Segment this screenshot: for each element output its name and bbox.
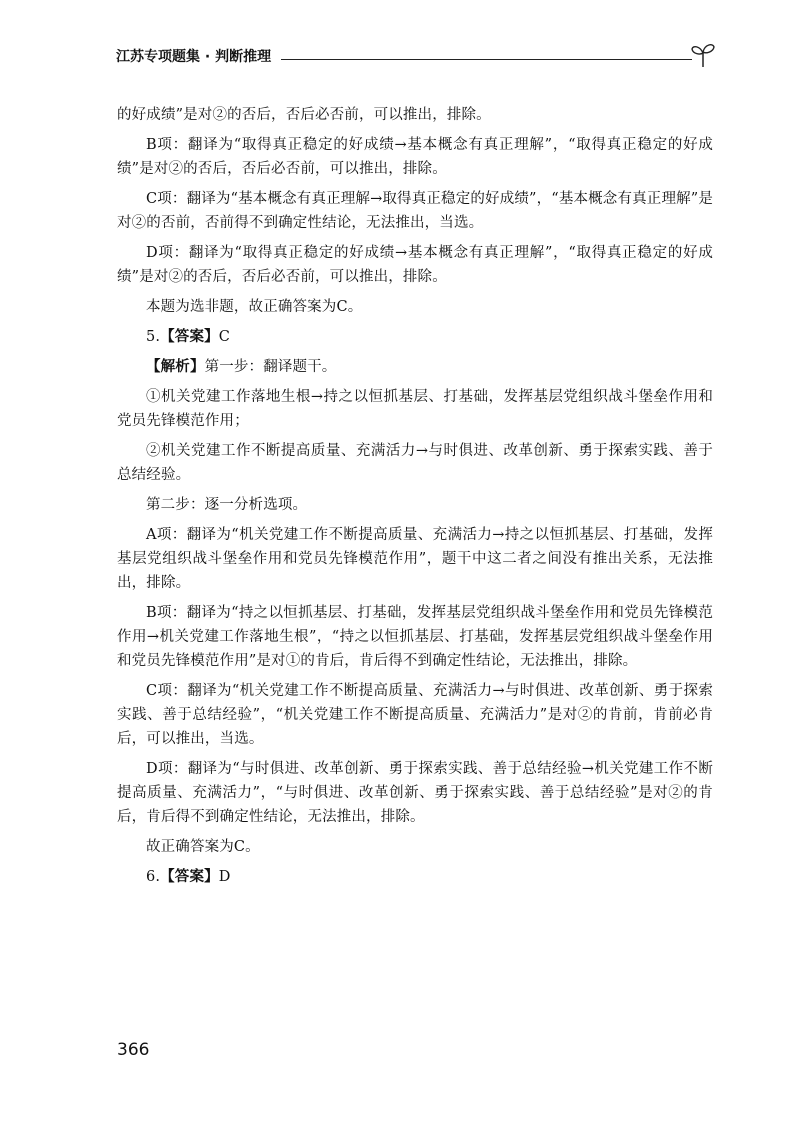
paragraph: 的好成绩”是对②的否后，否后必否前，可以推出，排除。 (117, 107, 491, 123)
answer-value: C (218, 329, 230, 345)
answer-label: 【答案】 (160, 869, 219, 885)
paragraph: 第二步：逐一分析选项。 (146, 497, 308, 513)
question-number: 6. (146, 869, 161, 885)
paragraph: ②机关党建工作不断提高质量、充满活力→与时俱进、改革创新、勇于探索实践、善于总结经验。 (117, 443, 713, 483)
analysis-step: 第一步：翻译题干。 (204, 359, 337, 375)
page-number: 366 (117, 1040, 150, 1060)
answer-line-5 (117, 325, 713, 349)
answer-line-6 (117, 865, 713, 889)
question-number: 5. (146, 329, 161, 345)
answer-label: 【答案】 (160, 329, 219, 345)
sprout-icon (690, 40, 716, 68)
paragraph: 故正确答案为C。 (146, 839, 260, 855)
paragraph: D项：翻译为“取得真正稳定的好成绩→基本概念有真正理解”，“取得真正稳定的好成绩”是对②的否后，否后必否前，可以推出，排除。 (117, 245, 713, 285)
paragraph: A项：翻译为“机关党建工作不断提高质量、充满活力→持之以恒抓基层、打基础，发挥基层党组织战斗堡垒作用和党员先锋模范作用”，题干中这二者之间没有推出关系，无法推出，排除。 (117, 527, 713, 591)
paragraph: B项：翻译为“取得真正稳定的好成绩→基本概念有真正理解”，“取得真正稳定的好成绩”是对②的否后，否后必否前，可以推出，排除。 (117, 137, 713, 177)
page-content (117, 103, 713, 895)
paragraph: D项：翻译为“与时俱进、改革创新、勇于探索实践、善于总结经验→机关党建工作不断提高质量、充满活力”，“与时俱进、改革创新、勇于探索实践、善于总结经验”是对②的肯后，肯后得不到确定性结论，无法推出，排除。 (117, 761, 713, 825)
analysis-line (117, 355, 713, 379)
paragraph: C项：翻译为“基本概念有真正理解→取得真正稳定的好成绩”，“基本概念有真正理解”是对②的否前，否前得不到确定性结论，无法推出，当选。 (117, 191, 713, 231)
page-header (116, 40, 716, 70)
header-title: 江苏专项题集 · 判断推理 (116, 49, 272, 65)
analysis-label: 【解析】 (146, 359, 205, 375)
paragraph: ①机关党建工作落地生根→持之以恒抓基层、打基础，发挥基层党组织战斗堡垒作用和党员先锋模范作用； (117, 389, 713, 429)
answer-value: D (218, 869, 231, 885)
paragraph: C项：翻译为“机关党建工作不断提高质量、充满活力→与时俱进、改革创新、勇于探索实践、善于总结经验”，“机关党建工作不断提高质量、充满活力”是对②的肯前，肯前必肯后，可以推出，当选。 (117, 683, 713, 747)
paragraph: B项：翻译为“持之以恒抓基层、打基础，发挥基层党组织战斗堡垒作用和党员先锋模范作用→机关党建工作落地生根”，“持之以恒抓基层、打基础，发挥基层党组织战斗堡垒作用和党员先锋模范作用”是对①的肯后，肯后得不到确定性结论，无法推出，排除。 (117, 605, 713, 669)
header-rule (281, 59, 692, 60)
paragraph: 本题为选非题，故正确答案为C。 (146, 299, 363, 315)
